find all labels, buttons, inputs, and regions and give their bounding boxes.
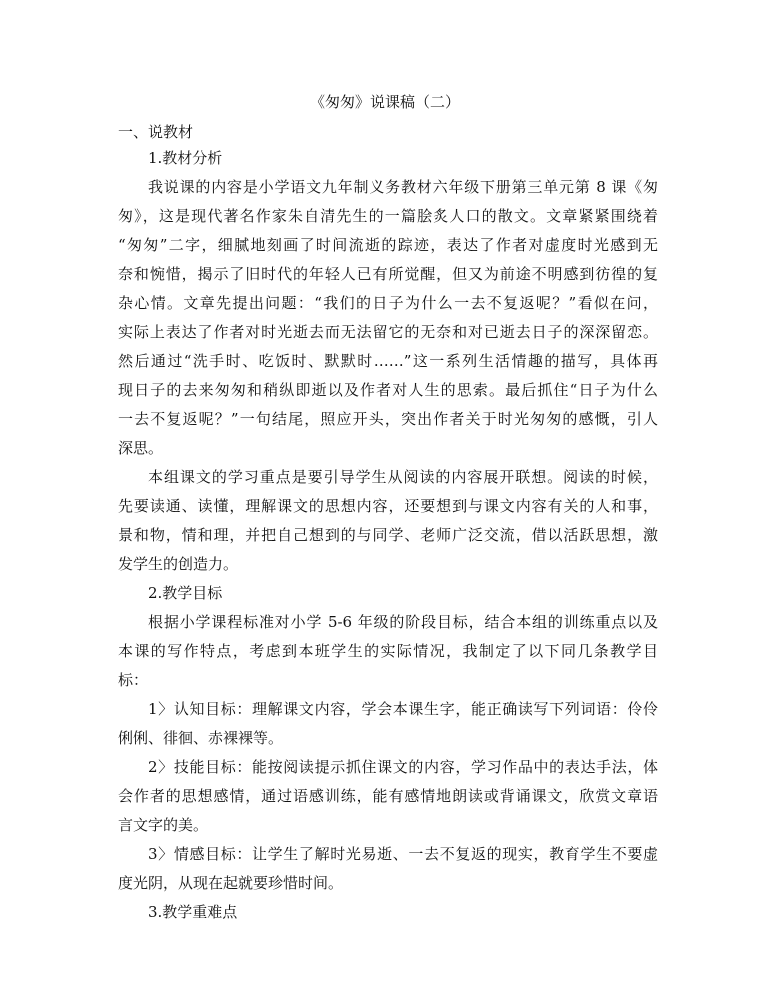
paragraph-line: 本组课文的学习重点是要引导学生从阅读的内容展开联想。阅读的时候，: [148, 468, 658, 486]
paragraph-line: 现日子的去来匆匆和稍纵即逝以及作者对人生的思索。最后抓住“日子为什么: [118, 381, 658, 399]
subsection-heading: 2.教学目标: [148, 584, 223, 602]
paragraph-line: 标：: [118, 671, 149, 689]
paragraph-line: “匆匆”二字，细腻地刻画了时间流逝的踪迹，表达了作者对虚度时光感到无: [118, 236, 658, 254]
paragraph-line: 会作者的思想感情，通过语感训练，能有感情地朗读或背诵课文，欣赏文章语: [118, 787, 658, 805]
document-title: 《匆匆》说课稿（二）: [309, 93, 460, 111]
paragraph-line: 度光阴，从现在起就要珍惜时间。: [118, 874, 344, 892]
paragraph-line: 奈和惋惜，揭示了旧时代的年轻人已有所觉醒，但又为前途不明感到彷徨的复: [118, 265, 658, 283]
paragraph-line: 俐俐、徘徊、赤裸裸等。: [118, 729, 284, 747]
paragraph-line: 景和物，情和理，并把自己想到的与同学、老师广泛交流，借以活跃思想，激: [118, 526, 658, 544]
paragraph-line: 我说课的内容是小学语文九年制义务教材六年级下册第三单元第 8 课《匆: [148, 178, 658, 196]
paragraph-line: 深思。: [118, 439, 164, 457]
paragraph-line: 本课的写作特点，考虑到本班学生的实际情况，我制定了以下同几条教学目: [118, 642, 658, 660]
paragraph-line: 发学生的创造力。: [118, 555, 239, 573]
subsection-heading: 3.教学重难点: [148, 903, 238, 921]
paragraph-line: 2〉技能目标：能按阅读提示抓住课文的内容，学习作品中的表达手法，体: [148, 758, 658, 776]
subsection-heading: 1.教材分析: [148, 149, 223, 167]
paragraph-line: 杂心情。文章先提出问题：“我们的日子为什么一去不复返呢？”看似在问，: [118, 294, 658, 312]
paragraph-line: 先要读通、读懂，理解课文的思想内容，还要想到与课文内容有关的人和事，: [118, 497, 658, 515]
paragraph-line: 实际上表达了作者对时光逝去而无法留它的无奈和对已逝去日子的深深留恋。: [118, 323, 658, 341]
paragraph-line: 1〉认知目标：理解课文内容，学会本课生字，能正确读写下列词语：伶伶: [148, 700, 658, 718]
paragraph-line: 然后通过“洗手时、吃饭时、默默时……”这一系列生活情趣的描写，具体再: [118, 352, 658, 370]
paragraph-line: 匆》，这是现代著名作家朱自清先生的一篇脍炙人口的散文。文章紧紧围绕着: [118, 207, 658, 225]
section-heading: 一、说教材: [118, 123, 194, 141]
paragraph-line: 根据小学课程标准对小学 5-6 年级的阶段目标，结合本组的训练重点以及: [148, 613, 658, 631]
paragraph-line: 3〉情感目标：让学生了解时光易逝、一去不复返的现实，教育学生不要虚: [148, 845, 658, 863]
paragraph-line: 言文字的美。: [118, 816, 209, 834]
paragraph-line: 一去不复返呢？”一句结尾，照应开头，突出作者关于时光匆匆的感慨，引人: [118, 410, 658, 428]
